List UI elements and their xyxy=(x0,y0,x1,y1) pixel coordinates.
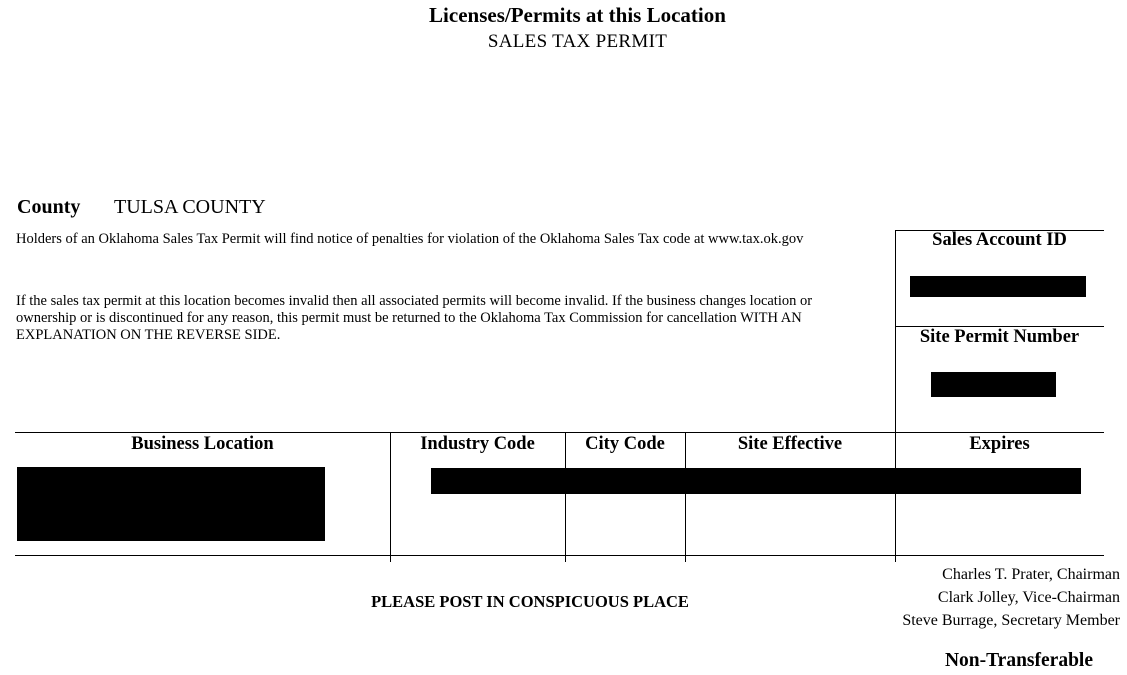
official-chairman: Charles T. Prater, Chairman xyxy=(942,566,1120,583)
industry-code-header: Industry Code xyxy=(420,434,535,454)
expires-header: Expires xyxy=(969,434,1030,454)
table-top-rule xyxy=(15,432,1104,433)
sales-account-id-redaction xyxy=(910,276,1086,297)
county-label: County xyxy=(17,196,81,218)
business-location-header: Business Location xyxy=(131,434,274,454)
business-location-redaction xyxy=(17,467,325,541)
site-permit-number-label: Site Permit Number xyxy=(919,327,1080,347)
non-transferable-label: Non-Transferable xyxy=(944,650,1093,671)
county-value: TULSA COUNTY xyxy=(114,196,266,218)
page-title: Licenses/Permits at this Location xyxy=(429,3,726,27)
table-bottom-rule xyxy=(15,555,1104,556)
post-notice: PLEASE POST IN CONSPICUOUS PLACE xyxy=(371,592,689,611)
permit-details-redaction xyxy=(431,468,1081,494)
penalty-notice: Holders of an Oklahoma Sales Tax Permit will find notice of penalties for violation of the Oklahoma Sales Tax code at www.tax.ok.gov xyxy=(16,231,804,247)
official-secretary: Steve Burrage, Secretary Member xyxy=(902,612,1120,629)
site-permit-number-redaction xyxy=(931,372,1056,397)
sales-account-id-label: Sales Account ID xyxy=(932,230,1067,250)
page-subtitle: SALES TAX PERMIT xyxy=(487,31,668,52)
site-effective-header: Site Effective xyxy=(737,434,843,454)
official-vice-chairman: Clark Jolley, Vice-Chairman xyxy=(937,589,1120,606)
city-code-header: City Code xyxy=(585,434,665,454)
invalidation-notice: If the sales tax permit at this location becomes invalid then all associated permits will become invalid. If the business changes location or ownership or is discontinued for any reason, this permit must be returned to the Oklahoma Tax Commission for cancellation WITH AN EXPLANATION ON THE REVERSE SIDE. xyxy=(16,293,813,343)
